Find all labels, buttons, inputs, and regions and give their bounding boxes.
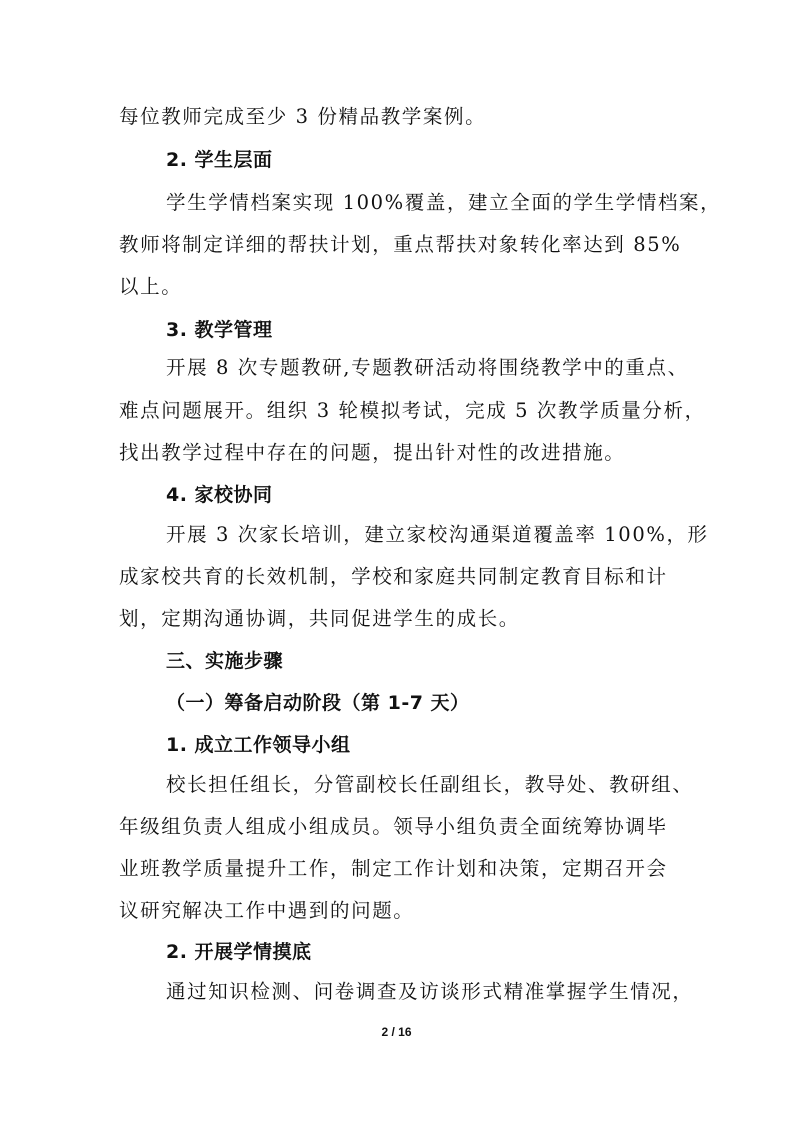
subsection-heading: 2. 学生层面 [166,149,273,171]
body-text-line: 通过知识检测、问卷调查及访谈形式精准掌握学生情况， [166,980,694,1003]
body-text-line: 校长担任组长，分管副校长任副组长，教导处、教研组、 [166,773,694,796]
stage-heading: （一）筹备启动阶段（第 1-7 天） [166,692,470,714]
section-heading: 三、实施步骤 [166,650,284,672]
page-number: 2 / 16 [381,1025,412,1039]
body-text-line: 难点问题展开。组织 3 轮模拟考试，完成 5 次教学质量分析， [119,399,706,422]
subsection-heading: 4. 家校协同 [166,484,273,506]
body-text-line: 教师将制定详细的帮扶计划，重点帮扶对象转化率达到 85% [119,233,682,256]
body-text-line: 学生学情档案实现 100%覆盖，建立全面的学生学情档案， [166,191,722,214]
body-text-line: 业班教学质量提升工作，制定工作计划和决策，定期召开会 [119,857,668,880]
body-text-line: 每位教师完成至少 3 份精品教学案例。 [119,105,487,128]
body-text-line: 成家校共育的长效机制，学校和家庭共同制定教育目标和计 [119,565,668,588]
subsection-heading: 1. 成立工作领导小组 [166,734,351,756]
body-text-line: 议研究解决工作中遇到的问题。 [119,899,415,922]
body-text-line: 开展 8 次专题教研,专题教研活动将围绕教学中的重点、 [166,356,689,379]
subsection-heading: 2. 开展学情摸底 [166,941,312,963]
body-text-line: 以上。 [119,275,183,298]
subsection-heading: 3. 教学管理 [166,319,273,341]
body-text-line: 开展 3 次家长培训，建立家校沟通渠道覆盖率 100%，形 [166,523,709,546]
body-text-line: 找出教学过程中存在的问题，提出针对性的改进措施。 [119,441,626,464]
body-text-line: 年级组负责人组成小组成员。领导小组负责全面统筹协调毕 [119,815,668,838]
body-text-line: 划，定期沟通协调，共同促进学生的成长。 [119,607,520,630]
